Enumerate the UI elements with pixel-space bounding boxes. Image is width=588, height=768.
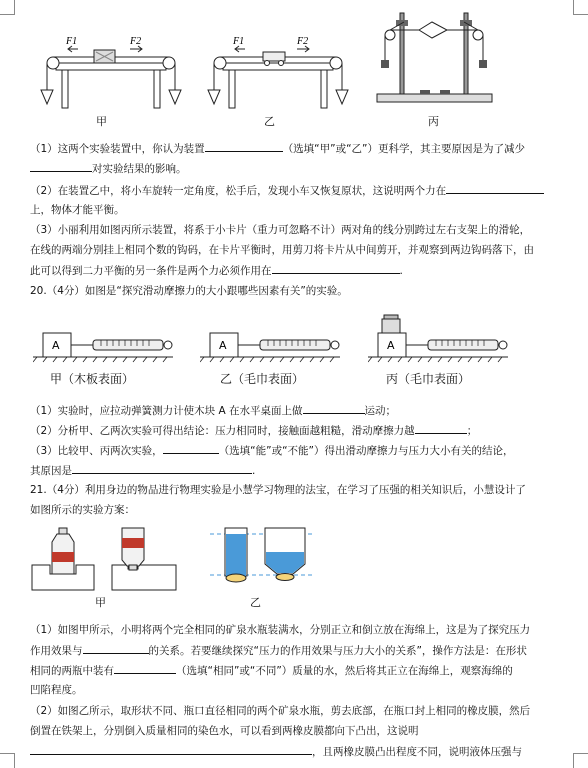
q20-caption-jia: 甲（木板表面） [50, 372, 135, 386]
q21-fig-label-yi: 乙 [250, 596, 261, 609]
block-label-a: A [52, 339, 60, 352]
q20-caption-yi: 乙（毛巾表面） [220, 372, 305, 386]
answer-blank[interactable] [205, 140, 283, 152]
q20-heading [30, 283, 348, 298]
fig-q20-jia-block-spring [33, 325, 183, 365]
q20-part1-text-a: （1）实验时，应拉动弹簧测力计使木块 A 在水平桌面上做 [30, 405, 303, 417]
q21-heading-line1 [30, 482, 526, 497]
q19-part3-line1 [30, 222, 530, 237]
answer-blank[interactable] [446, 182, 544, 194]
fig-bing-card-apparatus [372, 8, 497, 113]
q21-part1-text-d: 相同的两瓶中装有 [30, 665, 114, 677]
q21-part1-text-a: （1）如图甲所示，小明将两个完全相同的矿泉水瓶装满水，分别正立和倒立放在海绵上，这是为了探究压力 [30, 624, 531, 636]
q21-part1-line1 [30, 622, 530, 637]
fig-jia-table-apparatus [38, 8, 183, 113]
q19-part2-text-b: 上，物体才能平衡。 [30, 204, 125, 216]
force-label-f2: F2 [297, 36, 309, 47]
q21-fig-label-jia: 甲 [95, 596, 106, 609]
q21-part2-line2 [30, 723, 419, 738]
q19-part1-text-b: （选填“甲”或“乙”）更科学，其主要原因是为了减少 [282, 143, 525, 155]
fig-q20-bing-block-weight-spring [368, 305, 518, 365]
q19-part1-text-c: 对实验结果的影响。 [92, 163, 187, 175]
answer-blank[interactable] [30, 743, 312, 755]
answer-blank[interactable] [303, 402, 365, 414]
q19-part3-line3: 此可以得到二力平衡的另一条件是两个力必须作用在 . [30, 262, 403, 278]
q19-part1-text-a: （1）这两个实验装置中，你认为装置 [30, 143, 205, 155]
block-label-a: A [219, 339, 227, 352]
fig-label-bing: 丙 [428, 115, 439, 128]
answer-blank[interactable] [83, 642, 149, 654]
answer-blank[interactable] [114, 662, 176, 674]
q19-part2-line2 [30, 202, 125, 217]
q20-part3-text-c: 其原因是 [30, 465, 72, 477]
q20-part1-text-b: 运动； [364, 405, 397, 417]
q21-part1-line4 [30, 682, 83, 697]
fig-q20-yi-block-spring [200, 325, 350, 365]
fig-yi-table-apparatus [205, 8, 350, 113]
page-corner-mark [0, 0, 15, 15]
q21-part2-text-c: ，且两橡皮膜凸出程度不同，说明液体压强与 [312, 746, 522, 758]
q21-part1-line2 [30, 642, 527, 658]
q21-heading-line2 [30, 502, 135, 517]
q21-part1-line3 [30, 662, 513, 678]
answer-blank[interactable] [30, 160, 92, 172]
force-label-f1: F1 [66, 36, 78, 47]
q20-part3-line2: 其原因是 . [30, 462, 255, 478]
q21-part2-text-a: （2）如图乙所示，取形状不同、瓶口直径相同的两个矿泉水瓶，剪去底部，在瓶口封上相同的橡皮膜，然后 [30, 705, 531, 717]
page-corner-mark [0, 753, 15, 768]
q19-part3-text-a: （3）小丽利用如图丙所示装置，将系于小卡片（重力可忽略不计）两对角的线分别跨过左右支架上的滑轮， [30, 224, 531, 236]
fig-label-jia: 甲 [96, 115, 107, 128]
q19-part1-line1 [30, 140, 525, 156]
q20-part3-text-b: （选填“能”或“不能”）得出滑动摩擦力与压力大小有关的结论， [218, 445, 514, 457]
q20-part1 [30, 402, 396, 418]
q19-part2-text-a: （2）在装置乙中，将小车旋转一定角度，松手后，发现小车又恢复原状，这说明两个力在 [30, 185, 447, 197]
q20-caption-bing: 丙（毛巾表面） [386, 372, 471, 386]
page-corner-mark [573, 0, 588, 15]
page-corner-mark [573, 753, 588, 768]
q21-part1-text-b: 作用效果与 [30, 645, 83, 657]
q21-part2-text-b: 倒置在铁架上，分别倒入质量相同的染色水，可以看到两橡皮膜都向下凸出，这说明 [30, 725, 419, 737]
fig-q21-jia-bottles-on-sponge [30, 520, 180, 595]
q20-heading-text: 20.（4分）如图是“探究滑动摩擦力的大小跟哪些因素有关”的实验。 [30, 285, 348, 297]
fig-label-yi: 乙 [264, 115, 275, 128]
answer-blank[interactable] [163, 442, 219, 454]
q19-part3-text-c: 此可以得到二力平衡的另一条件是两个力必须作用在 [30, 265, 272, 277]
q21-part2-line1 [30, 703, 530, 718]
q20-part2 [30, 422, 477, 438]
q19-part3-line2 [30, 242, 534, 257]
fig-q21-yi-bottles-with-membrane [205, 520, 325, 595]
q19-part3-text-b: 在线的两端分别挂上相同个数的钩码，在卡片平衡时，用剪刀将卡片从中间剪开，并观察到两边钩码落下，由 [30, 244, 534, 256]
q21-part1-text-f: 凹陷程度。 [30, 684, 83, 696]
q21-heading-text-2: 如图所示的实验方案： [30, 504, 135, 516]
q21-part1-text-e: （选填“相同”或“不同”）质量的水，然后将其正立在海绵上，观察海绵的 [176, 665, 513, 677]
q19-part2-line1 [30, 182, 544, 198]
answer-blank[interactable] [272, 262, 400, 274]
q21-part2-line3 [30, 743, 522, 759]
q20-part3-text-a: （3）比较甲、丙两次实验， [30, 445, 163, 457]
block-label-a: A [387, 339, 395, 352]
q20-part3-line1 [30, 442, 513, 458]
answer-blank[interactable] [72, 462, 252, 474]
q19-part1-line2 [30, 160, 187, 176]
q20-part2-text-a: （2）分析甲、乙两次实验可得出结论：压力相同时，接触面越粗糙，滑动摩擦力越 [30, 425, 415, 437]
q21-heading-text-1: 21.（4分）利用身边的物品进行物理实验是小慧学习物理的法宝，在学习了压强的相关知识后，小慧设计了 [30, 484, 526, 496]
q20-part2-text-b: ； [466, 425, 478, 437]
q21-part1-text-c: 的关系。若要继续探究“压力的作用效果与压力大小的关系”，操作方法是：在形状 [148, 645, 527, 657]
answer-blank[interactable] [415, 422, 467, 434]
force-label-f2: F2 [130, 36, 142, 47]
force-label-f1: F1 [233, 36, 245, 47]
